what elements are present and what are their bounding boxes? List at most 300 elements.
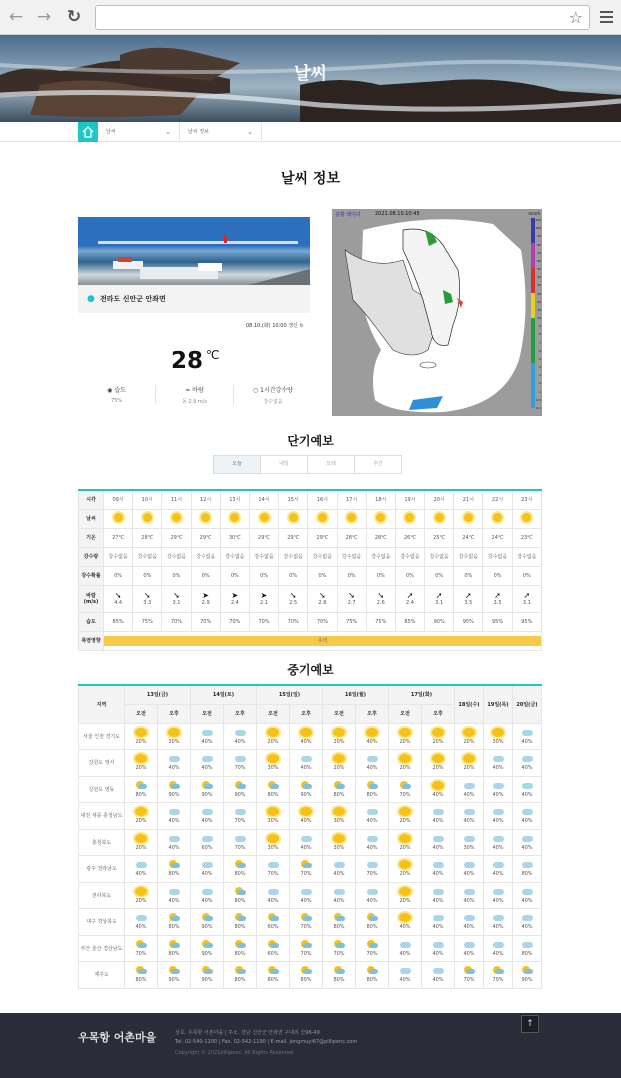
row-label: 습도 bbox=[79, 612, 104, 631]
rain-probability: 40% bbox=[135, 924, 147, 931]
cloud-icon bbox=[201, 860, 213, 869]
cloud-icon bbox=[267, 887, 279, 896]
rain-probability: 20% bbox=[432, 738, 444, 745]
rain-probability: 80% bbox=[234, 924, 246, 931]
humidity-stat bbox=[78, 385, 156, 404]
sun-icon bbox=[289, 513, 298, 522]
rain-probability: 40% bbox=[492, 924, 504, 931]
mid-forecast-cell bbox=[191, 935, 224, 962]
rain-probability: 40% bbox=[168, 897, 180, 904]
address-bar[interactable] bbox=[95, 5, 590, 30]
bookmark-star-icon[interactable]: ☆ bbox=[568, 8, 583, 27]
rain-probability: 90% bbox=[201, 791, 213, 798]
weather-cell bbox=[104, 509, 133, 528]
cloud-icon bbox=[521, 807, 533, 816]
day-header: 19일(목) bbox=[484, 685, 513, 723]
time-cell: 15시 bbox=[279, 490, 308, 509]
wind-speed: 2.1 bbox=[260, 599, 268, 606]
mid-forecast-cell bbox=[356, 750, 389, 777]
wind-arrow-icon: ➚ bbox=[523, 590, 531, 600]
cloud-icon bbox=[463, 913, 475, 922]
scroll-top-button[interactable]: ↑ bbox=[521, 1015, 539, 1033]
humidity-cell: 75% bbox=[133, 612, 162, 631]
wind-cell bbox=[104, 585, 133, 612]
current-temperature bbox=[171, 348, 220, 374]
radar-map bbox=[332, 209, 542, 416]
region-label: 강원도 영서 bbox=[79, 750, 125, 777]
prob-cell: 0% bbox=[512, 566, 541, 585]
mid-forecast-cell bbox=[125, 803, 158, 830]
sun-icon bbox=[333, 807, 345, 816]
precip-cell: 강수없음 bbox=[512, 547, 541, 566]
mid-forecast-cell bbox=[455, 803, 484, 830]
temp-cell: 28℃ bbox=[366, 528, 395, 547]
mid-forecast-cell bbox=[422, 962, 455, 989]
row-label: 강수량 bbox=[79, 547, 104, 566]
mid-forecast-cell bbox=[422, 803, 455, 830]
short-forecast-title: 단기예보 bbox=[287, 434, 334, 448]
mid-forecast-cell bbox=[191, 723, 224, 750]
rain-icon bbox=[300, 966, 312, 975]
wind-row bbox=[79, 585, 542, 612]
weather-cell bbox=[337, 509, 366, 528]
cloud-icon bbox=[521, 940, 533, 949]
rain-probability: 80% bbox=[333, 977, 345, 984]
mid-forecast-cell bbox=[257, 723, 290, 750]
humidity-cell: 95% bbox=[483, 612, 512, 631]
rain-probability: 80% bbox=[333, 924, 345, 931]
am-header: 오전 bbox=[191, 704, 224, 723]
radar-scale bbox=[533, 218, 541, 410]
mid-forecast-cell bbox=[158, 909, 191, 936]
humidity-label: 습도 bbox=[114, 387, 126, 394]
cloud-icon bbox=[521, 728, 533, 737]
refresh-icon[interactable]: ↻ bbox=[299, 323, 304, 329]
wind-speed: 2.4 bbox=[230, 599, 239, 606]
rain-probability: 20% bbox=[399, 765, 411, 772]
mid-forecast-cell bbox=[257, 776, 290, 803]
update-time-text: 08.10.(화) 10:00 갱신 bbox=[246, 323, 298, 329]
temp-cell: 24℃ bbox=[483, 528, 512, 547]
tab-today[interactable]: 오늘 bbox=[213, 455, 261, 474]
sun-icon bbox=[399, 728, 411, 737]
rain-probability: 40% bbox=[463, 950, 475, 957]
rain-probability: 40% bbox=[521, 791, 533, 798]
mid-forecast-cell bbox=[455, 882, 484, 909]
mid-forecast-cell bbox=[290, 750, 323, 777]
rain-icon bbox=[300, 860, 312, 869]
cloud-icon bbox=[234, 728, 246, 737]
wind-cell bbox=[249, 585, 278, 612]
sun-icon bbox=[267, 728, 279, 737]
weather-row bbox=[79, 509, 542, 528]
reload-icon[interactable]: ↻ bbox=[66, 7, 82, 27]
rain-probability: 40% bbox=[521, 738, 533, 745]
rain-icon bbox=[366, 913, 378, 922]
mid-forecast-cell bbox=[513, 935, 542, 962]
rain-probability: 40% bbox=[366, 818, 378, 825]
temp-cell: 29℃ bbox=[279, 528, 308, 547]
mid-forecast-cell bbox=[513, 723, 542, 750]
cloud-icon bbox=[300, 754, 312, 763]
cloud-icon bbox=[492, 781, 504, 790]
home-icon bbox=[78, 122, 98, 142]
chevron-down-icon: ⌄ bbox=[247, 128, 253, 136]
row-label: 강수확률 bbox=[79, 566, 104, 585]
prob-cell: 0% bbox=[279, 566, 308, 585]
time-cell: 20시 bbox=[425, 490, 454, 509]
wind-arrow-icon: ➚ bbox=[406, 590, 414, 600]
temp-cell: 23℃ bbox=[512, 528, 541, 547]
rain-probability: 40% bbox=[201, 818, 213, 825]
mid-forecast-cell bbox=[290, 829, 323, 856]
mid-forecast-cell bbox=[455, 750, 484, 777]
cloud-icon bbox=[168, 834, 180, 843]
chevron-down-icon: ⌄ bbox=[165, 128, 171, 136]
prob-cell: 0% bbox=[133, 566, 162, 585]
rain-probability: 40% bbox=[267, 897, 279, 904]
rain-probability: 40% bbox=[333, 871, 345, 878]
mid-forecast-cell bbox=[191, 803, 224, 830]
radar-scale-label: 120 bbox=[535, 218, 541, 222]
temp-cell: 29℃ bbox=[249, 528, 278, 547]
mid-forecast-row bbox=[79, 882, 542, 909]
radar-scale-label: 6 bbox=[539, 348, 541, 353]
wind-cell bbox=[162, 585, 191, 612]
wind-cell bbox=[308, 585, 337, 612]
prob-cell: 0% bbox=[308, 566, 337, 585]
rain-probability: 40% bbox=[521, 924, 533, 931]
sun-icon bbox=[267, 834, 279, 843]
rain-probability: 20% bbox=[135, 765, 147, 772]
weather-cell bbox=[366, 509, 395, 528]
am-header: 오전 bbox=[257, 704, 290, 723]
rain-probability: 20% bbox=[399, 818, 411, 825]
wind-value: 동 2.9 m/s bbox=[181, 399, 208, 405]
rain-probability: 30% bbox=[492, 738, 504, 745]
radar-scale-label: 80 bbox=[537, 242, 541, 247]
map-pin-icon: ● bbox=[87, 294, 95, 304]
rain-probability: 20% bbox=[135, 844, 147, 851]
sun-icon bbox=[135, 887, 147, 896]
rain-probability: 80% bbox=[234, 950, 246, 957]
mid-forecast-row bbox=[79, 962, 542, 989]
rain-probability: 40% bbox=[432, 924, 444, 931]
rain-probability: 40% bbox=[135, 871, 147, 878]
breadcrumb-select-level1[interactable] bbox=[98, 122, 180, 142]
cloud-icon bbox=[432, 807, 444, 816]
temp-cell: 25℃ bbox=[425, 528, 454, 547]
mid-forecast-cell bbox=[224, 750, 257, 777]
tab-tomorrow[interactable]: 내일 bbox=[260, 455, 308, 474]
cloud-icon bbox=[521, 860, 533, 869]
cloud-icon bbox=[333, 887, 345, 896]
rain-probability: 40% bbox=[168, 818, 180, 825]
prob-cell: 0% bbox=[425, 566, 454, 585]
wind-cell bbox=[395, 585, 424, 612]
precip-cell: 강수없음 bbox=[249, 547, 278, 566]
rain-probability: 40% bbox=[366, 765, 378, 772]
rain-icon bbox=[234, 860, 246, 869]
mid-forecast-cell bbox=[455, 776, 484, 803]
precip-cell: 강수없음 bbox=[191, 547, 220, 566]
cloud-icon bbox=[168, 754, 180, 763]
tab-more[interactable]: 추간 bbox=[354, 455, 402, 474]
cloud-icon bbox=[432, 940, 444, 949]
radar-scale-label: 20 bbox=[537, 299, 541, 304]
rain-probability: 40% bbox=[366, 897, 378, 904]
humidity-cell: 70% bbox=[220, 612, 249, 631]
time-cell: 11시 bbox=[162, 490, 191, 509]
rain-icon bbox=[333, 966, 345, 975]
cloud-icon bbox=[168, 887, 180, 896]
rain-probability: 70% bbox=[267, 871, 279, 878]
mid-forecast-cell bbox=[323, 803, 356, 830]
rain-probability: 80% bbox=[366, 791, 378, 798]
mid-forecast-cell bbox=[323, 856, 356, 883]
weather-cell bbox=[454, 509, 483, 528]
browser-menu-icon[interactable] bbox=[600, 11, 613, 26]
wind-speed: 4.4 bbox=[114, 599, 123, 606]
rain-probability: 60% bbox=[267, 950, 279, 957]
footer-brand: 우목항 어촌마을 bbox=[78, 1031, 157, 1044]
wind-speed: 3.5 bbox=[464, 599, 473, 606]
rain-probability: 40% bbox=[399, 977, 411, 984]
radar-scale-label: 9 bbox=[539, 324, 541, 329]
weather-cell bbox=[308, 509, 337, 528]
mid-forecast-cell bbox=[513, 856, 542, 883]
rain-icon bbox=[366, 966, 378, 975]
rain-probability: 20% bbox=[135, 818, 147, 825]
row-label: 시각 bbox=[79, 490, 104, 509]
mid-forecast-cell bbox=[257, 935, 290, 962]
rain-label: 1시간강수량 bbox=[260, 387, 293, 394]
cloud-icon bbox=[399, 940, 411, 949]
back-arrow-icon[interactable]: ← bbox=[8, 7, 24, 27]
mid-forecast-cell bbox=[356, 776, 389, 803]
mid-forecast-cell bbox=[323, 750, 356, 777]
cloud-icon bbox=[201, 728, 213, 737]
rain-probability: 30% bbox=[267, 818, 279, 825]
day-header: 15일(일) bbox=[257, 685, 323, 704]
day-header: 17일(화) bbox=[389, 685, 455, 704]
rain-probability: 40% bbox=[432, 950, 444, 957]
rain-probability: 20% bbox=[399, 844, 411, 851]
weather-cell bbox=[220, 509, 249, 528]
temp-row bbox=[79, 528, 542, 547]
radar-scale-label: 5 bbox=[539, 356, 541, 361]
region-label: 부산 울산 경상남도 bbox=[79, 935, 125, 962]
precip-cell: 강수없음 bbox=[366, 547, 395, 566]
rain-probability: 20% bbox=[399, 738, 411, 745]
humidity-cell: 75% bbox=[337, 612, 366, 631]
wind-cell bbox=[425, 585, 454, 612]
sun-icon bbox=[333, 754, 345, 763]
cloud-icon bbox=[521, 781, 533, 790]
rain-probability: 40% bbox=[492, 765, 504, 772]
mid-forecast-cell bbox=[257, 909, 290, 936]
region-label: 강원도 영동 bbox=[79, 776, 125, 803]
cloud-icon bbox=[267, 860, 279, 869]
cloud-icon bbox=[168, 807, 180, 816]
rain-probability: 30% bbox=[267, 844, 279, 851]
humidity-cell: 75% bbox=[366, 612, 395, 631]
rain-probability: 80% bbox=[300, 977, 312, 984]
mid-forecast-cell bbox=[484, 962, 513, 989]
rain-icon bbox=[201, 913, 213, 922]
row-label: 날씨 bbox=[79, 509, 104, 528]
home-button[interactable] bbox=[78, 122, 98, 142]
prob-cell: 0% bbox=[191, 566, 220, 585]
cloud-icon bbox=[234, 834, 246, 843]
wind-label: 바람 bbox=[192, 387, 204, 394]
sun-icon bbox=[522, 513, 531, 522]
wind-speed: 3.1 bbox=[522, 599, 531, 606]
cloud-icon bbox=[432, 834, 444, 843]
rain-probability: 40% bbox=[300, 897, 312, 904]
cloud-icon bbox=[492, 754, 504, 763]
rain-probability: 40% bbox=[463, 791, 475, 798]
rain-probability: 20% bbox=[267, 738, 279, 745]
mid-forecast-cell bbox=[422, 829, 455, 856]
humidity-cell: 95% bbox=[454, 612, 483, 631]
rain-probability: 80% bbox=[234, 977, 246, 984]
rain-icon bbox=[300, 913, 312, 922]
mid-forecast-cell bbox=[224, 856, 257, 883]
mid-forecast-cell bbox=[389, 803, 422, 830]
cloud-icon bbox=[201, 887, 213, 896]
sun-icon bbox=[135, 754, 147, 763]
mid-forecast-cell bbox=[158, 829, 191, 856]
rain-probability: 40% bbox=[432, 871, 444, 878]
rain-icon bbox=[300, 940, 312, 949]
mid-forecast-cell bbox=[356, 909, 389, 936]
precip-cell: 강수없음 bbox=[133, 547, 162, 566]
radar-unit: mm/h bbox=[528, 211, 540, 216]
weather-cell bbox=[279, 509, 308, 528]
breadcrumb-select-level2[interactable] bbox=[180, 122, 262, 142]
time-cell: 10시 bbox=[133, 490, 162, 509]
update-time bbox=[246, 322, 304, 329]
cloud-icon bbox=[399, 966, 411, 975]
rain-probability: 70% bbox=[300, 924, 312, 931]
rain-probability: 40% bbox=[300, 738, 312, 745]
footer-copyright: Copyright © 2021pillipenc. All Rights Reserved. bbox=[175, 1050, 295, 1056]
humidity-cell: 90% bbox=[425, 612, 454, 631]
cloud-icon bbox=[521, 754, 533, 763]
precip-cell: 강수없음 bbox=[425, 547, 454, 566]
time-cell: 16시 bbox=[308, 490, 337, 509]
sun-icon bbox=[347, 513, 356, 522]
rain-icon bbox=[135, 940, 147, 949]
sun-icon bbox=[366, 728, 378, 737]
humidity-value: 75% bbox=[110, 398, 123, 404]
cloud-icon bbox=[463, 887, 475, 896]
cloud-icon bbox=[521, 887, 533, 896]
mid-forecast-cell bbox=[484, 882, 513, 909]
wind-speed: 2.8 bbox=[318, 599, 327, 606]
mid-forecast-cell bbox=[356, 829, 389, 856]
mid-forecast-cell bbox=[389, 829, 422, 856]
rain-probability: 60% bbox=[267, 924, 279, 931]
humidity-cell: 70% bbox=[249, 612, 278, 631]
cloud-icon bbox=[201, 834, 213, 843]
wind-stat bbox=[156, 385, 234, 405]
mid-forecast-cell bbox=[257, 750, 290, 777]
cloud-icon bbox=[366, 807, 378, 816]
sun-icon bbox=[463, 728, 475, 737]
tab-day-after[interactable]: 모레 bbox=[307, 455, 355, 474]
location-name: 전라도 신안군 안좌면 bbox=[100, 295, 166, 303]
mid-forecast-cell bbox=[484, 935, 513, 962]
cloud-icon bbox=[300, 887, 312, 896]
wind-speed: 2.6 bbox=[376, 599, 385, 606]
mid-forecast-cell bbox=[158, 750, 191, 777]
precip-cell: 강수없음 bbox=[483, 547, 512, 566]
rain-probability: 40% bbox=[492, 950, 504, 957]
weather-cell bbox=[483, 509, 512, 528]
day-header: 20일(금) bbox=[513, 685, 542, 723]
sun-icon bbox=[435, 513, 444, 522]
sun-icon bbox=[432, 728, 444, 737]
cloud-icon bbox=[492, 834, 504, 843]
temperature-value: 28 bbox=[171, 348, 204, 374]
temp-cell: 29℃ bbox=[162, 528, 191, 547]
region-label: 대전 세종 충청남도 bbox=[79, 803, 125, 830]
humidity-cell: 70% bbox=[162, 612, 191, 631]
sun-icon bbox=[267, 754, 279, 763]
time-cell: 14시 bbox=[249, 490, 278, 509]
rain-icon bbox=[168, 966, 180, 975]
mid-forecast-cell bbox=[125, 750, 158, 777]
mid-forecast-cell bbox=[125, 723, 158, 750]
rain-probability: 60% bbox=[201, 844, 213, 851]
mid-forecast-cell bbox=[290, 909, 323, 936]
rain-probability: 40% bbox=[432, 977, 444, 984]
mid-forecast-row bbox=[79, 776, 542, 803]
breadcrumb-level1-label: 날씨 bbox=[106, 129, 116, 135]
region-header: 지역 bbox=[79, 685, 125, 723]
cloud-icon bbox=[492, 913, 504, 922]
rain-stat bbox=[234, 385, 312, 405]
mid-forecast-cell bbox=[484, 723, 513, 750]
mid-forecast-row bbox=[79, 803, 542, 830]
rain-probability: 40% bbox=[333, 897, 345, 904]
pm-header: 오후 bbox=[290, 704, 323, 723]
radar-scale-label: 70 bbox=[537, 250, 541, 255]
rain-probability: 20% bbox=[135, 897, 147, 904]
precip-cell: 강수없음 bbox=[220, 547, 249, 566]
heat-alert-row bbox=[79, 631, 542, 650]
precip-row bbox=[79, 547, 542, 566]
rain-probability: 90% bbox=[201, 950, 213, 957]
mid-forecast-cell bbox=[455, 856, 484, 883]
rain-icon bbox=[168, 913, 180, 922]
mid-forecast-cell bbox=[323, 829, 356, 856]
mid-forecast-cell bbox=[389, 723, 422, 750]
forward-arrow-icon[interactable]: → bbox=[36, 7, 52, 27]
mid-forecast-cell bbox=[224, 962, 257, 989]
rain-probability: 40% bbox=[168, 765, 180, 772]
region-label: 대구 경상북도 bbox=[79, 909, 125, 936]
mid-forecast-table bbox=[78, 684, 542, 989]
precip-cell: 강수없음 bbox=[337, 547, 366, 566]
rain-icon bbox=[168, 940, 180, 949]
rain-probability: 90% bbox=[234, 791, 246, 798]
temp-cell: 24℃ bbox=[454, 528, 483, 547]
rain-probability: 20% bbox=[432, 765, 444, 772]
mid-header-row bbox=[79, 685, 542, 704]
